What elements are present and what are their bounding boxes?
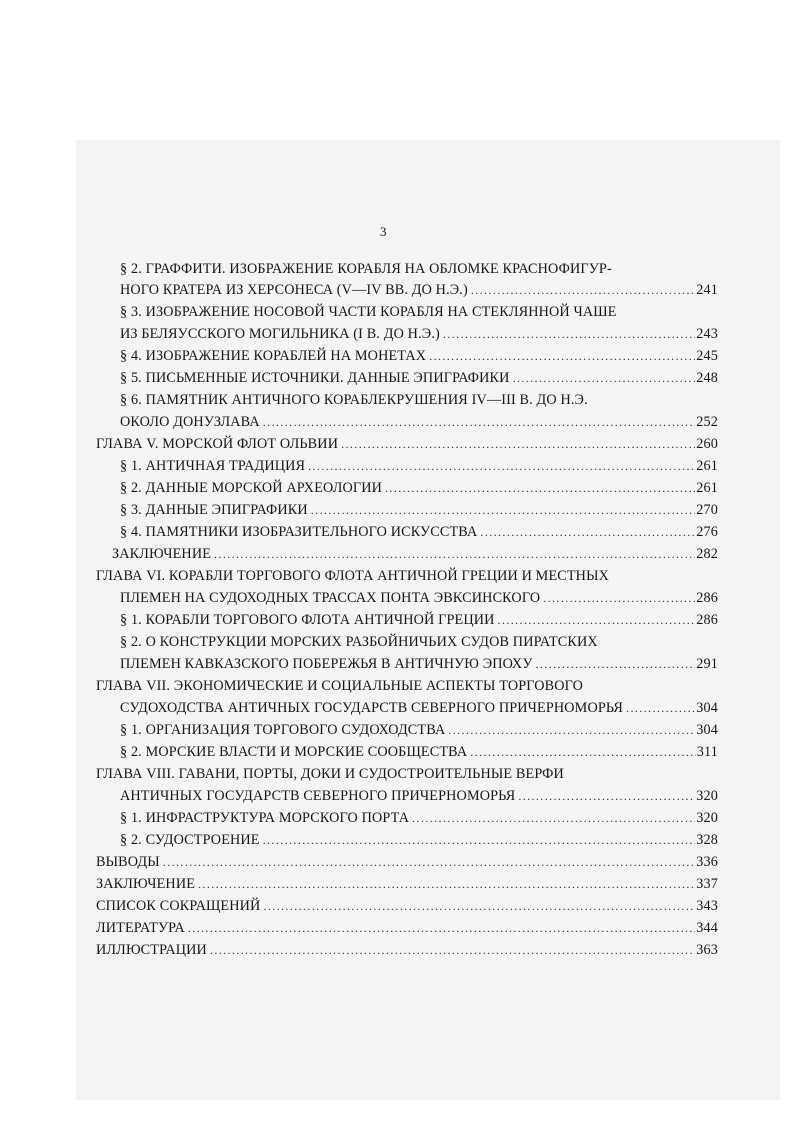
toc-entry xyxy=(120,786,718,806)
toc-entry-page: 241 xyxy=(696,282,718,298)
toc-entry-page: 276 xyxy=(696,524,718,540)
toc-entry xyxy=(120,588,718,608)
toc-entry xyxy=(96,918,718,938)
toc-entry xyxy=(120,522,718,542)
toc-entry-title: ВЫВОДЫ xyxy=(96,854,160,870)
toc-entry-page: 243 xyxy=(696,326,718,342)
dot-leader xyxy=(385,478,695,498)
toc-entry-title: НОГО КРАТЕРА ИЗ ХЕРСОНЕСА (V—IV ВВ. ДО Н.Э.) xyxy=(120,282,468,298)
dot-leader xyxy=(513,368,696,388)
toc-entry-page: 270 xyxy=(696,502,718,518)
toc-entry-title: § 3. ИЗОБРАЖЕНИЕ НОСОВОЙ ЧАСТИ КОРАБЛЯ НА СТЕКЛЯННОЙ ЧАШЕ xyxy=(120,304,617,320)
toc-entry-title: § 1. ИНФРАСТРУКТУРА МОРСКОГО ПОРТА xyxy=(120,810,410,826)
toc-entry-page: 336 xyxy=(696,854,718,870)
toc-entry xyxy=(120,808,718,828)
toc-entry xyxy=(120,324,718,344)
toc-entry-title: ЗАКЛЮЧЕНИЕ xyxy=(96,876,196,892)
toc-entry-page: 282 xyxy=(696,546,718,562)
toc-entry-page: 286 xyxy=(696,612,718,628)
toc-entry-title: ГЛАВА VIII. ГАВАНИ, ПОРТЫ, ДОКИ И СУДОСТРОИТЕЛЬНЫЕ ВЕРФИ xyxy=(96,766,564,782)
toc-entry xyxy=(120,390,708,410)
dot-leader xyxy=(412,808,695,828)
dot-leader xyxy=(518,786,695,806)
dot-leader xyxy=(536,654,696,674)
toc-entry xyxy=(120,346,718,366)
toc-entry-title: § 2. ГРАФФИТИ. ИЗОБРАЖЕНИЕ КОРАБЛЯ НА ОБЛОМКЕ КРАСНОФИГУР- xyxy=(120,261,612,277)
toc-entry xyxy=(120,412,718,432)
toc-entry-title: § 1. КОРАБЛИ ТОРГОВОГО ФЛОТА АНТИЧНОЙ ГРЕЦИИ xyxy=(120,612,495,628)
toc-entry xyxy=(120,280,718,300)
toc-entry-title: § 2. ДАННЫЕ МОРСКОЙ АРХЕОЛОГИИ xyxy=(120,480,383,496)
toc-entry xyxy=(96,764,708,784)
toc-entry-page: 304 xyxy=(696,700,718,716)
toc-entry xyxy=(120,742,718,762)
toc-entry-title: § 1. АНТИЧНАЯ ТРАДИЦИЯ xyxy=(120,458,306,474)
dot-leader xyxy=(480,522,695,542)
dot-leader xyxy=(448,720,695,740)
toc-entry xyxy=(120,456,718,476)
page-number: 3 xyxy=(380,224,387,239)
toc-entry-page: 261 xyxy=(696,480,718,496)
toc-entry-title: ПЛЕМЕН КАВКАЗСКОГО ПОБЕРЕЖЬЯ В АНТИЧНУЮ ЭПОХУ xyxy=(120,656,533,672)
dot-leader xyxy=(443,324,695,344)
toc-entry xyxy=(120,830,718,850)
toc-entry-page: 328 xyxy=(696,832,718,848)
toc-entry-title: § 4. ИЗОБРАЖЕНИЕ КОРАБЛЕЙ НА МОНЕТАХ xyxy=(120,348,427,364)
toc-entry xyxy=(96,676,708,696)
toc-entry-page: 320 xyxy=(696,810,718,826)
toc-entry-title: § 4. ПАМЯТНИКИ ИЗОБРАЗИТЕЛЬНОГО ИСКУССТВА xyxy=(120,524,478,540)
toc-entry xyxy=(96,940,718,960)
dot-leader xyxy=(429,346,695,366)
toc-entry-title: ИЛЛЮСТРАЦИИ xyxy=(96,942,207,958)
toc-entry-page: 245 xyxy=(696,348,718,364)
dot-leader xyxy=(470,742,696,762)
toc-entry-title: ГЛАВА VI. КОРАБЛИ ТОРГОВОГО ФЛОТА АНТИЧНОЙ ГРЕЦИИ И МЕСТНЫХ xyxy=(96,568,609,584)
toc-entry xyxy=(120,654,718,674)
toc-entry xyxy=(120,478,718,498)
toc-entry xyxy=(96,852,718,872)
toc-entry-page: 252 xyxy=(696,414,718,430)
toc-entry-page: 291 xyxy=(696,656,718,672)
toc-entry xyxy=(96,566,708,586)
dot-leader xyxy=(263,830,696,850)
toc-entry xyxy=(120,720,718,740)
dot-leader xyxy=(188,918,695,938)
toc-entry-page: 343 xyxy=(696,898,718,914)
toc-entry xyxy=(120,610,718,630)
dot-leader xyxy=(311,500,695,520)
toc-entry-title: ГЛАВА VII. ЭКОНОМИЧЕСКИЕ И СОЦИАЛЬНЫЕ АСПЕКТЫ ТОРГОВОГО xyxy=(96,678,584,694)
dot-leader xyxy=(210,940,695,960)
dot-leader xyxy=(471,280,695,300)
toc-entry-title: ОКОЛО ДОНУЗЛАВА xyxy=(120,414,260,430)
toc-entry xyxy=(112,544,718,564)
toc-entry-title: § 2. МОРСКИЕ ВЛАСТИ И МОРСКИЕ СООБЩЕСТВА xyxy=(120,744,468,760)
toc-entry xyxy=(120,368,718,388)
toc-entry-title: ПЛЕМЕН НА СУДОХОДНЫХ ТРАССАХ ПОНТА ЭВКСИНСКОГО xyxy=(120,590,541,606)
dot-leader xyxy=(308,456,695,476)
toc-entry-page: 248 xyxy=(696,370,718,386)
dot-leader xyxy=(341,434,695,454)
toc-entry-title: § 3. ДАННЫЕ ЭПИГРАФИКИ xyxy=(120,502,308,518)
toc-entry-title: § 2. СУДОСТРОЕНИЕ xyxy=(120,832,260,848)
toc-entry-title: § 2. О КОНСТРУКЦИИ МОРСКИХ РАЗБОЙНИЧЬИХ СУДОВ ПИРАТСКИХ xyxy=(120,634,598,650)
toc-entry xyxy=(120,302,708,322)
toc-entry-page: 261 xyxy=(696,458,718,474)
toc-entry xyxy=(96,896,718,916)
toc-entry-title: СПИСОК СОКРАЩЕНИЙ xyxy=(96,898,261,914)
toc-entry-title: АНТИЧНЫХ ГОСУДАРСТВ СЕВЕРНОГО ПРИЧЕРНОМОРЬЯ xyxy=(120,788,516,804)
dot-leader xyxy=(543,588,695,608)
dot-leader xyxy=(163,852,695,872)
toc-entry xyxy=(120,259,708,279)
toc-entry xyxy=(120,632,708,652)
dot-leader xyxy=(263,896,695,916)
toc-entry-page: 344 xyxy=(696,920,718,936)
toc-entry-page: 337 xyxy=(696,876,718,892)
toc-entry-page: 260 xyxy=(696,436,718,452)
toc-entry xyxy=(96,874,718,894)
toc-entry-title: ГЛАВА V. МОРСКОЙ ФЛОТ ОЛЬВИИ xyxy=(96,436,339,452)
toc-entry xyxy=(120,698,718,718)
toc-entry-title: § 6. ПАМЯТНИК АНТИЧНОГО КОРАБЛЕКРУШЕНИЯ IV—III В. ДО Н.Э. xyxy=(120,392,588,408)
toc-entry xyxy=(120,500,718,520)
toc-entry-page: 304 xyxy=(696,722,718,738)
toc-entry-title: ЛИТЕРАТУРА xyxy=(96,920,185,936)
toc-entry-page: 286 xyxy=(696,590,718,606)
toc-entry-title: СУДОХОДСТВА АНТИЧНЫХ ГОСУДАРСТВ СЕВЕРНОГО ПРИЧЕРНОМОРЬЯ xyxy=(120,700,624,716)
dot-leader xyxy=(214,544,695,564)
dot-leader xyxy=(626,698,695,718)
toc-entry-title: ЗАКЛЮЧЕНИЕ xyxy=(112,546,212,562)
toc-entry-title: ИЗ БЕЛЯУССКОГО МОГИЛЬНИКА (I В. ДО Н.Э.) xyxy=(120,326,440,342)
dot-leader xyxy=(198,874,695,894)
toc-entry-page: 311 xyxy=(696,744,718,760)
toc-entry-title: § 1. ОРГАНИЗАЦИЯ ТОРГОВОГО СУДОХОДСТВА xyxy=(120,722,446,738)
dot-leader xyxy=(263,412,696,432)
dot-leader xyxy=(498,610,696,630)
toc-entry xyxy=(96,434,718,454)
toc-entry-title: § 5. ПИСЬМЕННЫЕ ИСТОЧНИКИ. ДАННЫЕ ЭПИГРАФИКИ xyxy=(120,370,510,386)
toc-entry-page: 363 xyxy=(696,942,718,958)
toc-entry-page: 320 xyxy=(696,788,718,804)
